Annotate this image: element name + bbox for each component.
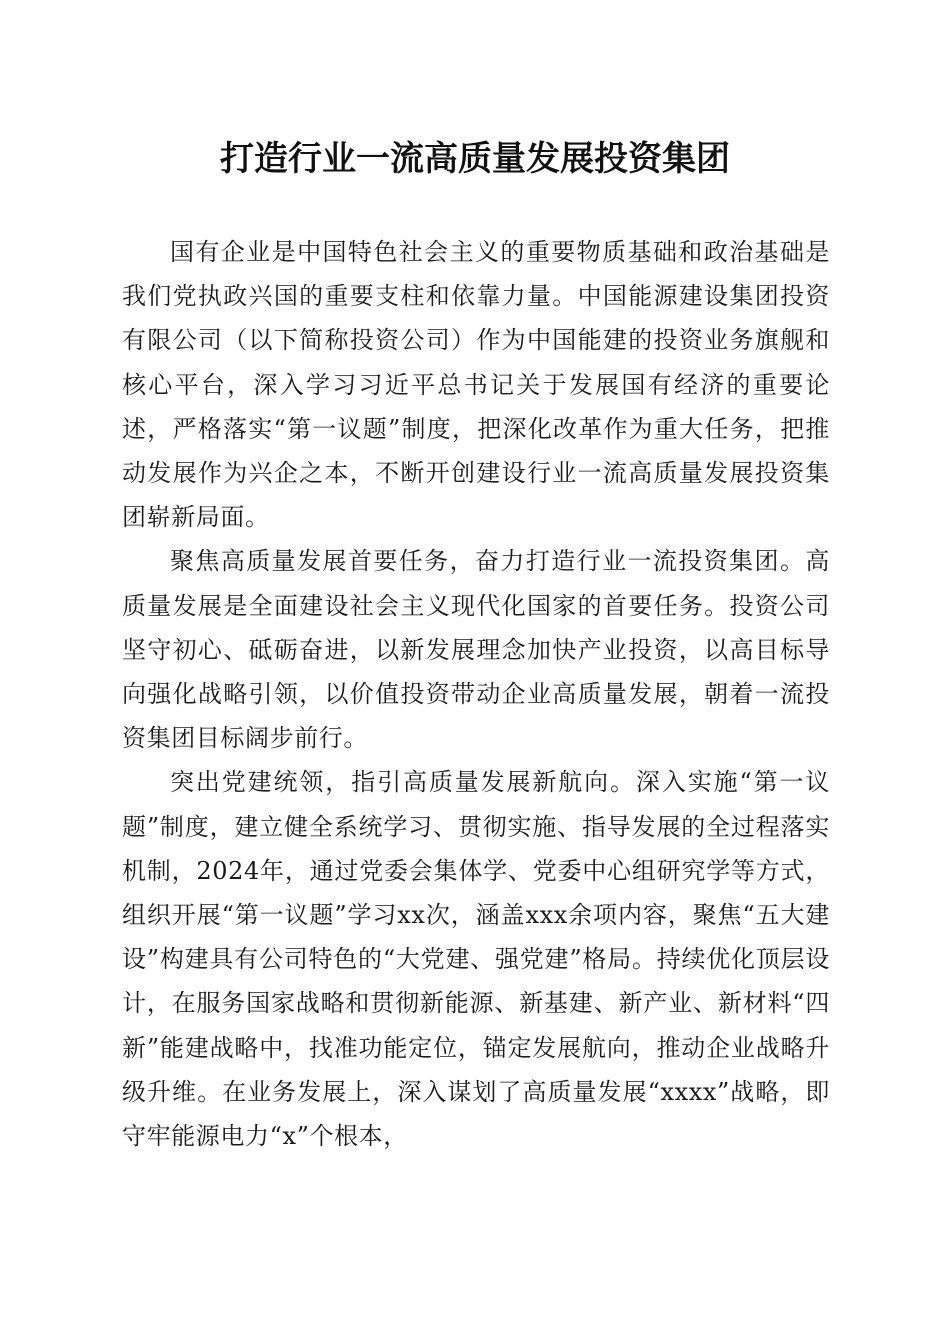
paragraph-3: 突出党建统领，指引高质量发展新航向。深入实施“第一议题”制度，建立健全系统学习、贯彻实施、指导发展的全过程落实机制，2024年，通过党委会集体学、党委中心组研究学等方式，组织开展“第一议题”学习xx次，涵盖xxx余项内容，聚焦“五大建设”构建具有公司特色的“大党建、强党建”格局。持续优化顶层设计，在服务国家战略和贯彻新能源、新基建、新产业、新材料“四新”能建战略中，找准功能定位，锚定发展航向，推动企业战略升级升维。在业务发展上，深入谋划了高质量发展“xxxx”战略，即守牢能源电力“x”个根本， (122, 768, 830, 1151)
paragraph-1: 国有企业是中国特色社会主义的重要物质基础和政治基础是我们党执政兴国的重要支柱和依靠力量。中国能源建设集团投资有限公司（以下简称投资公司）作为中国能建的投资业务旗舰和核心平台，深入学习习近平总书记关于发展国有经济的重要论述，严格落实“第一议题”制度，把深化改革作为重大任务，把推动发展作为兴企之本，不断开创建设行业一流高质量发展投资集团崭新局面。 (122, 238, 830, 532)
document-title: 打造行业一流高质量发展投资集团 (220, 139, 730, 179)
paragraph-2: 聚焦高质量发展首要任务，奋力打造行业一流投资集团。高质量发展是全面建设社会主义现代化国家的首要任务。投资公司坚守初心、砥砺奋进，以新发展理念加快产业投资，以高目标导向强化战略引领，以价值投资带动企业高质量发展，朝着一流投资集团目标阔步前行。 (122, 547, 830, 753)
document-body (122, 230, 830, 1158)
